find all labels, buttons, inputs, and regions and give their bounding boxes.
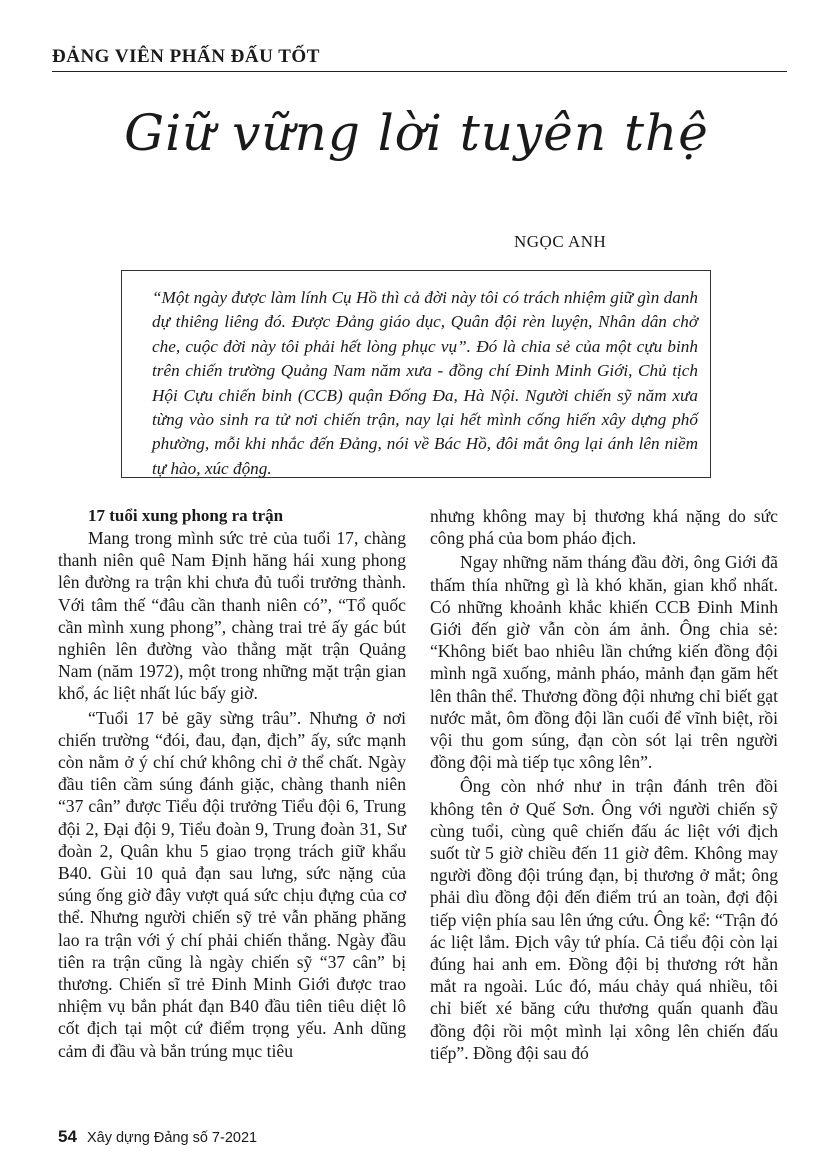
body-paragraph: Mang trong mình sức trẻ của tuổi 17, chàng thanh niên quê Nam Định hăng hái xung phong lên đường ra trận khi chưa đủ tuổi trưởng thành. Với tâm thế “đâu cần thanh niên có”, “Tổ quốc cần mình xung phong”, chàng trai trẻ ấy gác bút nghiên lên đường vào thẳng mặt trận Quảng Nam (năm 1972), một trong những mặt trận gian khổ, ác liệt nhất lúc bấy giờ.	[58, 528, 406, 704]
body-paragraph: “Tuổi 17 bẻ gãy sừng trâu”. Nhưng ở nơi chiến trường “đói, đau, đạn, địch” ấy, sức mạnh còn nằm ở ý chí chứ không chỉ ở thể chất. Ngày đầu tiên cầm súng đánh giặc, chàng thanh niên “37 cân” được Tiểu đội trưởng Tiểu đội 6, Trung đội 2, Đại đội 9, Tiểu đoàn 9, Trung đoàn 31, Sư đoàn 2, Quân khu 5 giao trọng trách giữ khẩu B40. Gùi 10 quả đạn sau lưng, sức nặng của súng ống giờ đây vượt quá sức chịu đựng của cơ thể. Nhưng người chiến sỹ trẻ vẫn phăng phăng lao ra trận với ý chí phải chiến thắng. Ngày đầu tiên ra trận cũng là ngày chiến sỹ “37 cân” bị thương. Chiến sĩ trẻ Đinh Minh Giới được trao nhiệm vụ bắn phát đạn B40 đầu tiên tiêu diệt lô cốt địch tại một cứ điểm trọng yếu. Anh dũng cảm đi đầu và bắn trúng mục tiêu	[58, 707, 406, 1061]
body-paragraph-continued: nhưng không may bị thương khá nặng do sức công phá của bom pháo địch.	[430, 506, 778, 549]
author-byline: NGỌC ANH	[514, 232, 607, 251]
left-column	[58, 505, 406, 1064]
page-footer	[58, 1127, 257, 1147]
header-divider	[52, 71, 787, 72]
intro-box	[121, 270, 711, 478]
body-paragraph: Ngay những năm tháng đầu đời, ông Giới đã thấm thía những gì là khó khăn, gian khổ nhất. Có những khoảnh khắc khiến CCB Đinh Minh Giới đến giờ vẫn còn ám ảnh. Ông chia sẻ: “Không biết bao nhiêu lần chứng kiến đồng đội mình ngã xuống, mảnh pháo, mảnh đạn găm hết lên thân thể. Thương đồng đội nhưng chỉ biết gạt nước mắt, ôm đồng đội lần cuối để vĩnh biệt, rồi vội thu gom súng, đạn còn sót lại trên người đồng đội mà tiếp tục xông lên”.	[430, 552, 778, 773]
page-number: 54	[58, 1127, 77, 1146]
intro-text: “Một ngày được làm lính Cụ Hồ thì cả đời này tôi có trách nhiệm giữ gìn danh dự thiêng liêng đó. Được Đảng giáo dục, Quân đội rèn luyện, Nhân dân chở che, cuộc đời này tôi phải hết lòng phục vụ”. Đó là chia sẻ của một cựu binh trên chiến trường Quảng Nam năm xưa - đồng chí Đinh Minh Giới, Chủ tịch Hội Cựu chiến binh (CCB) quận Đống Đa, Hà Nội. Người chiến sỹ năm xưa từng vào sinh ra tử nơi chiến trận, nay lại hết mình cống hiến xây dựng phố phường, mỗi khi nhắc đến Đảng, nói về Bác Hồ, đôi mắt ông lại ánh lên niềm tự hào, xúc động.	[152, 288, 698, 478]
section-subheading: 17 tuổi xung phong ra trận	[88, 506, 284, 525]
section-header: ĐẢNG VIÊN PHẤN ĐẤU TỐT	[52, 46, 320, 67]
publication-name: Xây dựng Đảng số 7-2021	[86, 1130, 258, 1146]
body-paragraph: Ông còn nhớ như in trận đánh trên đồi không tên ở Quế Sơn. Ông với người chiến sỹ cùng tuổi, cùng quê chiến đấu ác liệt với địch suốt từ 5 giờ chiều đến 11 giờ đêm. Không may người đồng đội trúng đạn, bị thương ở mắt; ông phải dìu đồng đội đến điểm trú an toàn, đợi đội tiếp viện phía sau lên ứng cứu. Ông kể: “Trận đó ác liệt lắm. Địch vây tứ phía. Cả tiểu đội còn lại đúng hai anh em. Đồng đội bị thương rớt hẳn mắt ra ngoài. Lúc đó, máu chảy quá nhiều, tôi chỉ biết xé băng cứu thương quấn quanh đầu đồng đội rồi một mình lại xông lên chiến đấu tiếp”. Đồng đội sau đó	[430, 776, 778, 1063]
right-column	[430, 505, 778, 1066]
article-title: Giữ vững lời tuyên thệ	[124, 104, 709, 162]
